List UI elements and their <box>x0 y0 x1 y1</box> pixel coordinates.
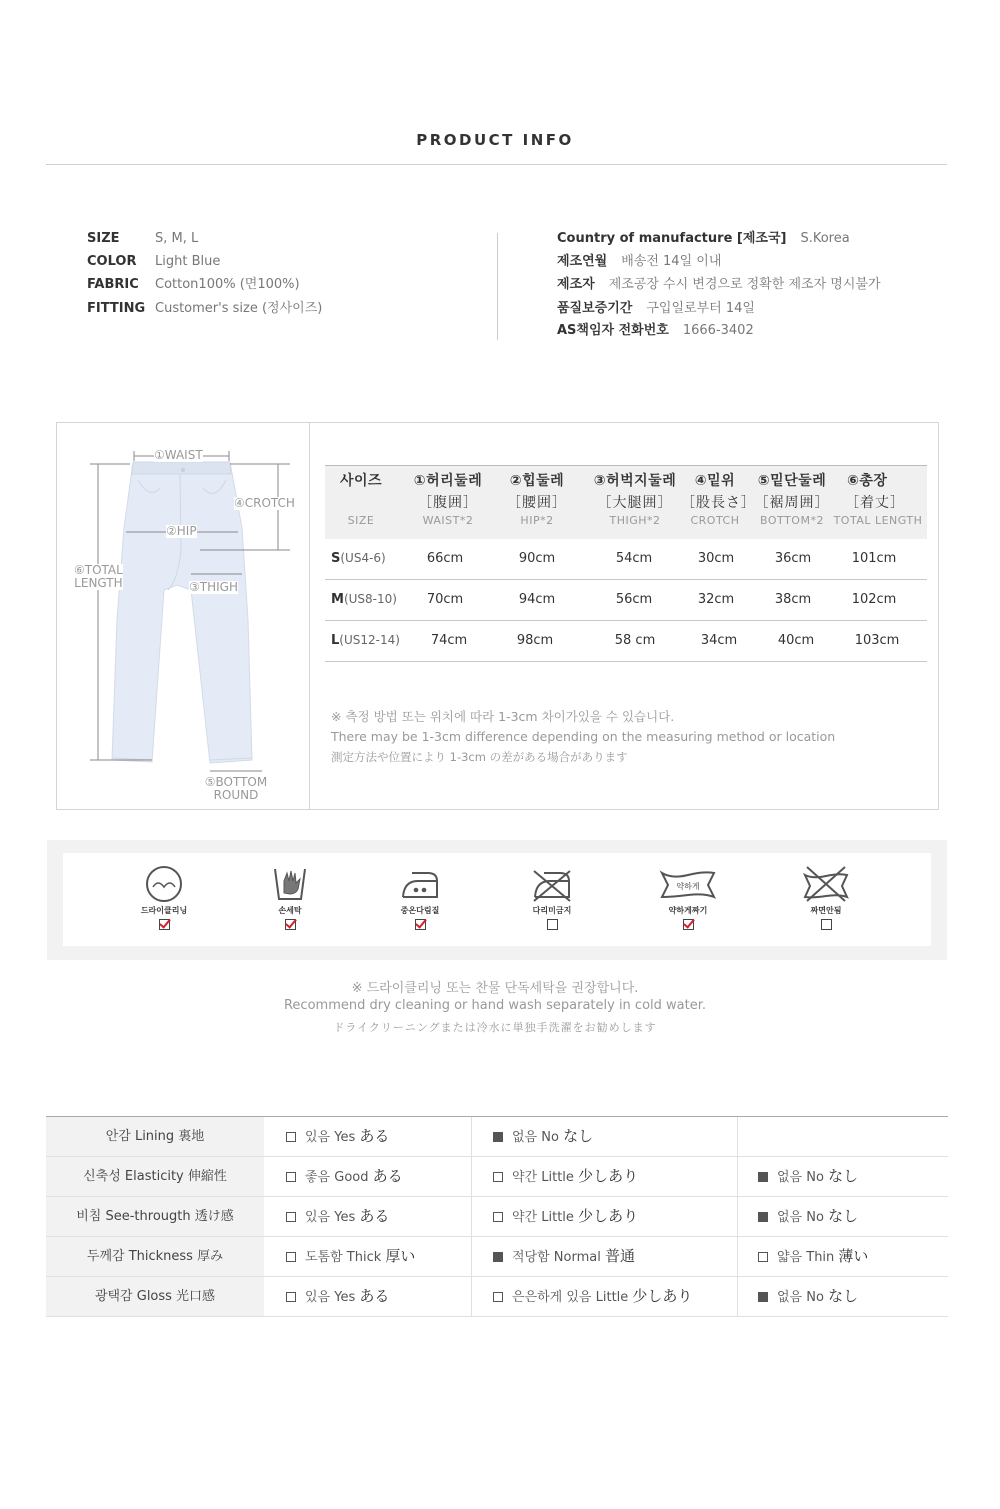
thigh-dimension-label: ③THIGH <box>189 580 238 594</box>
option-checkbox <box>493 1292 503 1302</box>
wash-note-kr: ※ 드라이클리닝 또는 찬물 단독세탁을 권장합니다. <box>351 981 639 996</box>
info-value: Cotton100% (면100%) <box>155 277 300 292</box>
info-label: FITTING <box>87 301 146 316</box>
info-label: FABRIC <box>87 277 139 292</box>
option-jp: ある <box>359 1287 390 1305</box>
crotch-cell: 30cm <box>697 551 735 566</box>
option-text: 도톰함 Thick <box>305 1250 382 1265</box>
info-date-row <box>557 254 721 270</box>
info-as-row <box>557 323 754 339</box>
bottom-label-line1: ⑤BOTTOM <box>204 775 268 789</box>
header-cjk: ［着丈］ <box>845 495 905 511</box>
info-value: 배송전 14일 이내 <box>621 254 722 269</box>
header-en: SIZE <box>347 514 375 527</box>
info-fitting-row <box>87 301 322 317</box>
property-option <box>758 1277 858 1316</box>
option-text: 없음 No <box>777 1210 824 1225</box>
size-box-divider <box>309 423 310 809</box>
table-row <box>325 539 927 580</box>
property-row-elasticity <box>46 1157 948 1197</box>
total-cell: 102cm <box>851 592 897 607</box>
table-row <box>325 621 927 662</box>
info-label: 제조연월 <box>557 254 608 269</box>
option-text: 좋음 Good <box>305 1170 369 1185</box>
care-item-iron <box>375 863 465 930</box>
cell-divider <box>471 1117 472 1156</box>
info-value: 구입일로부터 14일 <box>646 301 755 316</box>
option-jp: ある <box>372 1167 403 1185</box>
waist-cell: 66cm <box>426 551 464 566</box>
option-checkbox-selected <box>758 1292 768 1302</box>
total-length-label-line2: LENGTH <box>74 576 123 590</box>
no-tumble-dry-icon <box>801 863 851 903</box>
size-us: (US4-6) <box>340 551 386 565</box>
care-label: 드라이클리닝 <box>140 906 188 915</box>
cell-divider <box>737 1117 738 1156</box>
no-iron-icon <box>530 863 574 903</box>
property-option <box>493 1157 638 1196</box>
care-item-dry-clean <box>119 863 209 930</box>
cell-divider <box>737 1197 738 1236</box>
option-jp: 少しあり <box>578 1167 639 1185</box>
option-text: 있음 Yes <box>305 1210 356 1225</box>
title-divider <box>46 164 947 165</box>
info-value: Customer's size (정사이즈) <box>155 301 323 316</box>
header-cjk: ［裾周囲］ <box>754 495 830 511</box>
property-option <box>493 1237 635 1276</box>
header-waist <box>403 470 493 528</box>
option-jp: なし <box>563 1127 594 1145</box>
property-row-see-through <box>46 1197 948 1237</box>
header-crotch <box>681 470 756 528</box>
option-checkbox <box>286 1252 296 1262</box>
care-label: 짜면안됨 <box>810 906 842 915</box>
header-kr: ⑥총장 <box>847 473 888 489</box>
measure-note-en: There may be 1-3cm difference depending on the measuring method or location <box>331 729 836 744</box>
property-label: 두께감 Thickness 厚み <box>46 1237 264 1276</box>
thigh-cell: 56cm <box>615 592 653 607</box>
property-label: 안감 Lining 裏地 <box>46 1117 264 1156</box>
option-jp: ある <box>359 1127 390 1145</box>
header-cjk: ［大腿囲］ <box>597 495 673 511</box>
info-color-row <box>87 254 220 270</box>
option-jp: 少しあり <box>632 1287 693 1305</box>
info-maker-row <box>557 277 881 293</box>
header-kr: 사이즈 <box>339 473 383 489</box>
header-en: WAIST*2 <box>422 514 474 527</box>
option-jp: 少しあり <box>578 1207 639 1225</box>
waist-dimension-label: ①WAIST <box>154 448 203 462</box>
option-checkbox-selected <box>493 1252 503 1262</box>
care-item-hand-wash <box>245 863 335 930</box>
info-value: 제조공장 수시 변경으로 정확한 제조자 명시불가 <box>608 277 881 292</box>
care-label: 약하게짜기 <box>668 906 708 915</box>
option-text: 약간 Little <box>512 1170 574 1185</box>
crotch-cell: 34cm <box>700 633 738 648</box>
cell-divider <box>471 1237 472 1276</box>
size-cell <box>331 592 411 607</box>
option-text: 없음 No <box>777 1290 824 1305</box>
header-en: THIGH*2 <box>609 514 661 527</box>
property-option <box>286 1117 389 1156</box>
option-jp: 薄い <box>838 1247 869 1265</box>
hand-wash-icon <box>268 863 312 903</box>
care-label: 중온다림질 <box>400 906 440 915</box>
care-item-gentle-wring <box>643 863 733 930</box>
option-text: 없음 No <box>777 1170 824 1185</box>
option-jp: なし <box>828 1167 859 1185</box>
info-value: Light Blue <box>155 254 221 269</box>
property-row-gloss <box>46 1277 948 1317</box>
info-country-row <box>557 231 850 247</box>
property-option <box>286 1197 389 1236</box>
option-checkbox <box>286 1292 296 1302</box>
option-checkbox-selected <box>493 1132 503 1142</box>
header-en: HIP*2 <box>520 514 554 527</box>
wring-text: 약하게 <box>676 882 700 891</box>
size-cell <box>331 551 411 566</box>
cell-divider <box>471 1157 472 1196</box>
cell-divider <box>737 1157 738 1196</box>
header-bottom <box>753 470 831 528</box>
size-us: (US12-14) <box>339 633 400 647</box>
option-jp: なし <box>828 1287 859 1305</box>
header-en: CROTCH <box>690 514 740 527</box>
cell-divider <box>737 1277 738 1316</box>
bottom-cell: 36cm <box>774 551 812 566</box>
header-kr: ④밑위 <box>694 473 736 489</box>
bottom-cell: 40cm <box>777 633 815 648</box>
property-row-lining <box>46 1117 948 1157</box>
info-size-row <box>87 231 198 247</box>
option-text: 은은하게 있음 Little <box>512 1290 629 1305</box>
hip-cell: 98cm <box>516 633 554 648</box>
info-value: S.Korea <box>800 231 850 246</box>
care-checkbox <box>285 919 296 930</box>
info-label: COLOR <box>87 254 137 269</box>
care-checkbox <box>821 919 832 930</box>
care-checkbox <box>159 919 170 930</box>
option-jp: ある <box>359 1207 390 1225</box>
care-label: 다리미금지 <box>532 906 572 915</box>
header-hip <box>495 470 579 528</box>
total-length-label-line1: ⑥TOTAL <box>74 563 123 577</box>
property-option <box>286 1277 389 1316</box>
info-label: AS책임자 전화번호 <box>557 323 669 338</box>
option-text: 없음 No <box>512 1130 559 1145</box>
property-option <box>286 1237 415 1276</box>
property-label: 신축성 Elasticity 伸縮性 <box>46 1157 264 1196</box>
property-option <box>758 1197 858 1236</box>
option-checkbox <box>493 1212 503 1222</box>
info-divider <box>497 233 498 340</box>
info-value: 1666-3402 <box>682 323 754 338</box>
size-name: S <box>331 551 341 566</box>
info-label: Country of manufacture [제조국] <box>557 231 787 246</box>
size-us: (US8-10) <box>343 592 397 606</box>
table-row <box>325 580 927 621</box>
cell-divider <box>471 1197 472 1236</box>
size-name: L <box>331 633 340 648</box>
option-checkbox-selected <box>758 1212 768 1222</box>
option-jp: 厚い <box>385 1247 416 1265</box>
total-cell: 101cm <box>851 551 897 566</box>
info-fabric-row <box>87 277 300 293</box>
property-option <box>493 1117 593 1156</box>
thigh-cell: 54cm <box>615 551 653 566</box>
cell-divider <box>737 1237 738 1276</box>
care-checkbox <box>415 919 426 930</box>
fabric-property-table <box>46 1116 948 1317</box>
property-option <box>493 1197 638 1236</box>
option-jp: なし <box>828 1207 859 1225</box>
header-total-length <box>829 470 927 528</box>
option-checkbox-selected <box>758 1172 768 1182</box>
jeans-diagram <box>60 440 305 805</box>
header-cjk: ［股長さ］ <box>681 495 756 511</box>
hip-cell: 94cm <box>518 592 556 607</box>
page-title: PRODUCT INFO <box>416 131 574 149</box>
size-table-header <box>325 465 927 539</box>
property-option <box>758 1157 858 1196</box>
property-option <box>493 1277 692 1316</box>
option-text: 약간 Little <box>512 1210 574 1225</box>
property-option <box>286 1157 403 1196</box>
info-warranty-row <box>557 301 755 317</box>
option-text: 얇음 Thin <box>777 1250 835 1265</box>
property-row-thickness <box>46 1237 948 1277</box>
option-checkbox <box>286 1132 296 1142</box>
total-length-dimension-label <box>74 564 123 590</box>
bottom-dimension-label <box>200 776 272 802</box>
property-label: 광택감 Gloss 光口感 <box>46 1277 264 1316</box>
care-item-no-iron <box>507 863 597 930</box>
info-label: 품질보증기간 <box>557 301 633 316</box>
dry-clean-icon <box>142 863 186 903</box>
cell-divider <box>471 1277 472 1316</box>
option-text: 있음 Yes <box>305 1290 356 1305</box>
total-cell: 103cm <box>854 633 900 648</box>
header-thigh <box>579 470 691 528</box>
info-value: S, M, L <box>155 231 199 246</box>
option-text: 있음 Yes <box>305 1130 356 1145</box>
header-cjk <box>329 492 393 514</box>
size-name: M <box>331 592 344 607</box>
size-cell <box>331 633 411 648</box>
crotch-cell: 32cm <box>697 592 735 607</box>
property-label: 비침 See-througth 透け感 <box>46 1197 264 1236</box>
care-label: 손세탁 <box>278 906 302 915</box>
measure-note-jp: 測定方法や位置により 1-3cm の差がある場合があります <box>331 750 628 764</box>
hip-dimension-label: ②HIP <box>166 524 197 538</box>
hip-cell: 90cm <box>518 551 556 566</box>
header-kr: ①허리둘레 <box>413 473 483 489</box>
info-label: 제조자 <box>557 277 595 292</box>
option-checkbox <box>758 1252 768 1262</box>
bottom-cell: 38cm <box>774 592 812 607</box>
header-size <box>329 470 393 528</box>
care-checkbox <box>547 919 558 930</box>
property-option <box>758 1237 868 1276</box>
header-en: TOTAL LENGTH <box>833 514 923 527</box>
header-kr: ③허벅지둘레 <box>593 473 677 489</box>
option-text: 적당함 Normal <box>512 1250 601 1265</box>
wash-note-en: Recommend dry cleaning or hand wash separately in cold water. <box>283 998 706 1013</box>
option-checkbox <box>286 1212 296 1222</box>
info-label: SIZE <box>87 231 120 246</box>
iron-medium-icon <box>398 863 442 903</box>
measure-note-kr: ※ 측정 방법 또는 위치에 따라 1-3cm 차이가있을 수 있습니다. <box>331 709 675 724</box>
care-item-no-wring <box>781 863 871 930</box>
header-en: BOTTOM*2 <box>760 514 824 527</box>
waist-cell: 70cm <box>426 592 464 607</box>
option-checkbox <box>493 1172 503 1182</box>
thigh-cell: 58 cm <box>614 633 656 648</box>
waist-cell: 74cm <box>430 633 468 648</box>
header-kr: ②힙둘레 <box>509 473 565 489</box>
header-kr: ⑤밑단둘레 <box>757 473 827 489</box>
header-cjk: ［腰囲］ <box>507 495 567 511</box>
option-checkbox <box>286 1172 296 1182</box>
gentle-wring-icon <box>658 863 718 903</box>
option-jp: 普通 <box>604 1247 635 1265</box>
header-cjk: ［腹囲］ <box>418 495 478 511</box>
care-checkbox <box>683 919 694 930</box>
bottom-label-line2: ROUND <box>213 788 259 802</box>
wash-note-jp: ドライクリーニングまたは冷水に単独手洗濯をお勧めします <box>333 1021 657 1034</box>
crotch-dimension-label: ④CROTCH <box>234 496 295 510</box>
